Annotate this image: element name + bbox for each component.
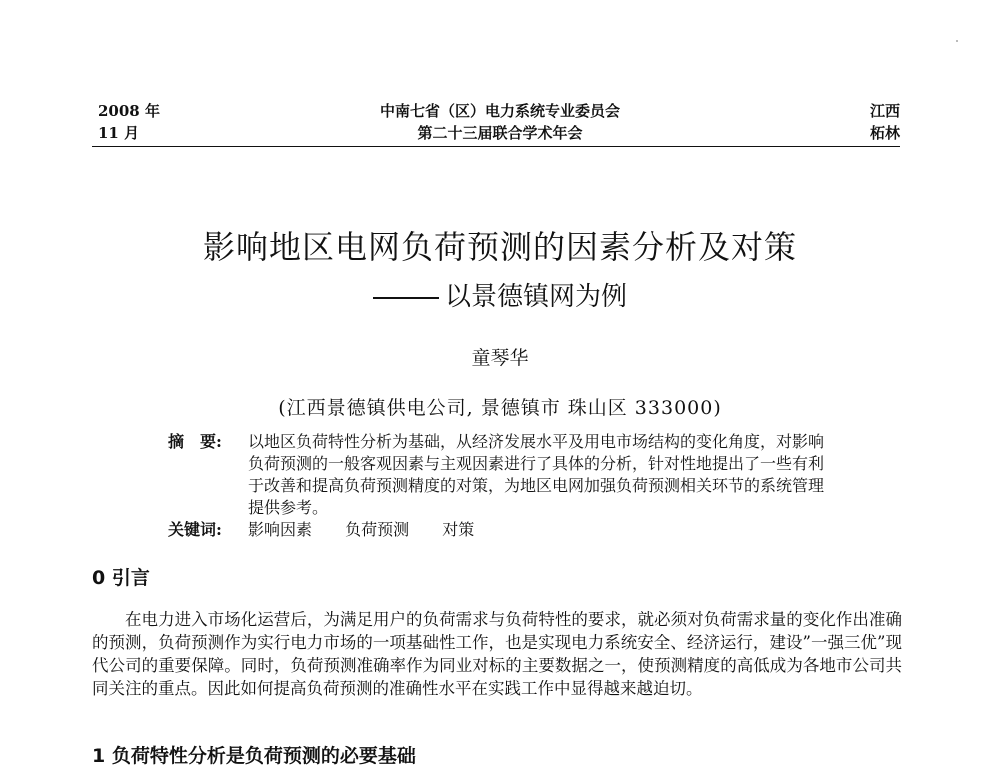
abstract-label: 摘 要: — [168, 432, 222, 451]
header-committee: 中南七省（区）电力系统专业委员会 — [379, 102, 620, 120]
keyword: 对策 — [442, 520, 475, 539]
header-month: 11 月 — [98, 124, 140, 142]
body-paragraph: 在电力进入市场化运营后，为满足用户的负荷需求与负荷特性的要求，就必须对负荷需求量的变化作出准确的预测，负荷预测作为实行电力市场的一项基础性工作，也是实现电力系统安全、经济运行，建设”一强三优”现代公司的重要保障。同时，负荷预测准确率作为同业对标的主要数据之一，使预测精度的高低成为各地市公司共同关注的重点。因此如何提高负荷预测的准确性水平在实践工作中显得越来越迫切。 — [92, 610, 902, 698]
scan-speck — [956, 40, 958, 42]
paper-author: 童琴华 — [471, 347, 529, 369]
keywords-list — [248, 519, 648, 541]
header-province: 江西 — [869, 102, 900, 120]
header-conference — [0, 100, 1000, 144]
section-heading-introduction: 0 引言 — [92, 567, 150, 589]
keywords-label: 关键词: — [168, 520, 222, 539]
abstract-text: 以地区负荷特性分析为基础，从经济发展水平及用电市场结构的变化角度，对影响负荷预测的一般客观因素与主观因素进行了具体的分析，针对性地提出了一些有利于改善和提高负荷预测精度的对策，为地区电网加强负荷预测相关环节的系统管理提供参考。 — [248, 432, 825, 517]
header-place: 柘林 — [869, 124, 900, 142]
header-year: 2008 年 — [98, 102, 160, 120]
paper-affiliation: (江西景德镇供电公司, 景德镇市 珠山区 333000) — [278, 397, 722, 419]
paper-subtitle — [0, 281, 1000, 313]
subtitle-dash — [373, 297, 439, 299]
header-location — [870, 100, 900, 144]
header-meeting: 第二十三届联合学术年会 — [417, 124, 583, 142]
paper-title: 影响地区电网负荷预测的因素分析及对策 — [202, 228, 797, 266]
section-body-introduction — [92, 608, 902, 700]
header-rule — [92, 146, 900, 147]
section-heading-load-analysis: 1 负荷特性分析是负荷预测的必要基础 — [92, 745, 416, 767]
subtitle-text: 以景德镇网为例 — [444, 282, 627, 312]
keyword: 影响因素 — [248, 520, 313, 539]
keyword: 负荷预测 — [345, 520, 410, 539]
